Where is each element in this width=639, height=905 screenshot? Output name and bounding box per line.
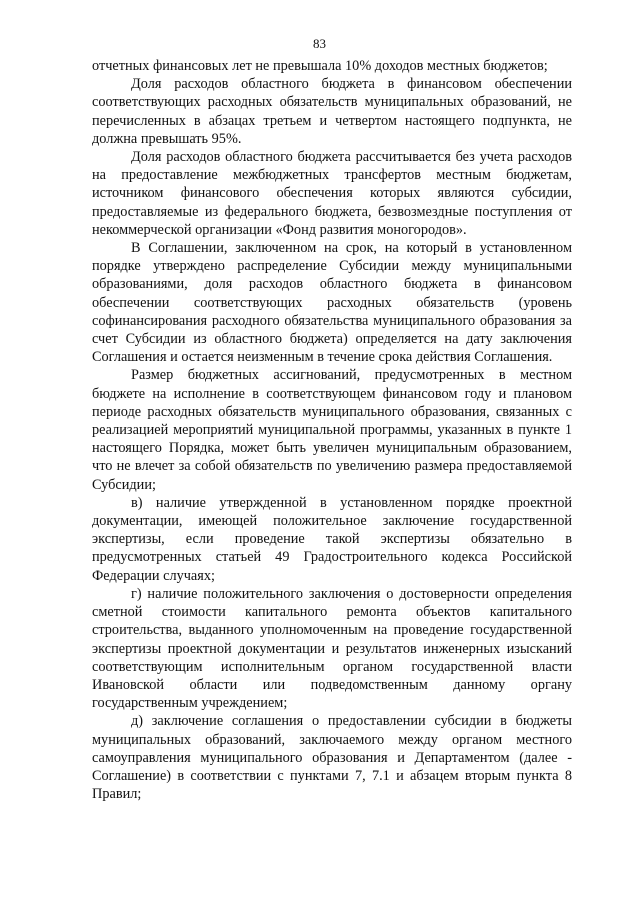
page-number: 83 bbox=[313, 36, 326, 51]
paragraph-item-v: в) наличие утвержденной в установленном порядке проектной документации, имеющей положительное заключение государственной экспертизы, если проведение такой экспертизы обязательно в предусмотренных статьей 49 Градостроительного кодекса Российской Федерации случаях; bbox=[92, 494, 572, 584]
paragraph-calculation: Доля расходов областного бюджета рассчитывается без учета расходов на предоставление межбюджетных трансфертов местным бюджетам, источником финансового обеспечения которых являются субсидии, предоставляемые из федерального бюджета, безвозмездные поступления от некоммерческой организации «Фонд развития моногородов». bbox=[92, 149, 572, 238]
paragraph-allocations: Размер бюджетных ассигнований, предусмотренных в местном бюджете на исполнение в соответствующем финансовом году и плановом периоде расходных обязательств муниципального образования, связанных с реализацией мероприятий муниципальной программы, указанных в пункте 1 настоящего Порядка, может быть увеличен муниципальным образованием, что не влечет за собой обязательств по увеличению размера предоставляемой Субсидии; bbox=[92, 367, 572, 493]
paragraph-agreement-term: В Соглашении, заключенном на срок, на который в установленном порядке утверждено распределение Субсидии между муниципальными образованиями, доля расходов областного бюджета в финансовом обеспечении соответствующих расходных обязательств (уровень софинансирования расходного обязательства муниципального образования за счет Субсидии из областного бюджета) определяется на дату заключения Соглашения и остается неизменным в течение срока действия Соглашения. bbox=[92, 240, 572, 366]
paragraph-continuation: отчетных финансовых лет не превышала 10% доходов местных бюджетов; bbox=[92, 58, 548, 74]
document-body bbox=[92, 57, 572, 803]
paragraph-budget-share: Доля расходов областного бюджета в финансовом обеспечении соответствующих расходных обязательств муниципальных образований, не перечисленных в абзацах третьем и четвертом настоящего подпункта, не должна превышать 95%. bbox=[92, 76, 572, 147]
paragraph-item-g: г) наличие положительного заключения о достоверности определения сметной стоимости капитального ремонта объектов капитального строительства, выданного уполномоченным на проведение государственной экспертизы проектной документации и результатов инженерных изысканий соответствующим исполнительным органом государственной власти Ивановской области или подведомственным данному органу государственным учреждением; bbox=[92, 585, 572, 712]
paragraph-item-d: д) заключение соглашения о предоставлении субсидии в бюджеты муниципальных образований, заключаемого между органом местного самоуправления муниципального образования и Департаментом (далее - Соглашение) в соответствии с пунктами 7, 7.1 и абзацем вторым пункта 8 Правил; bbox=[92, 713, 572, 803]
